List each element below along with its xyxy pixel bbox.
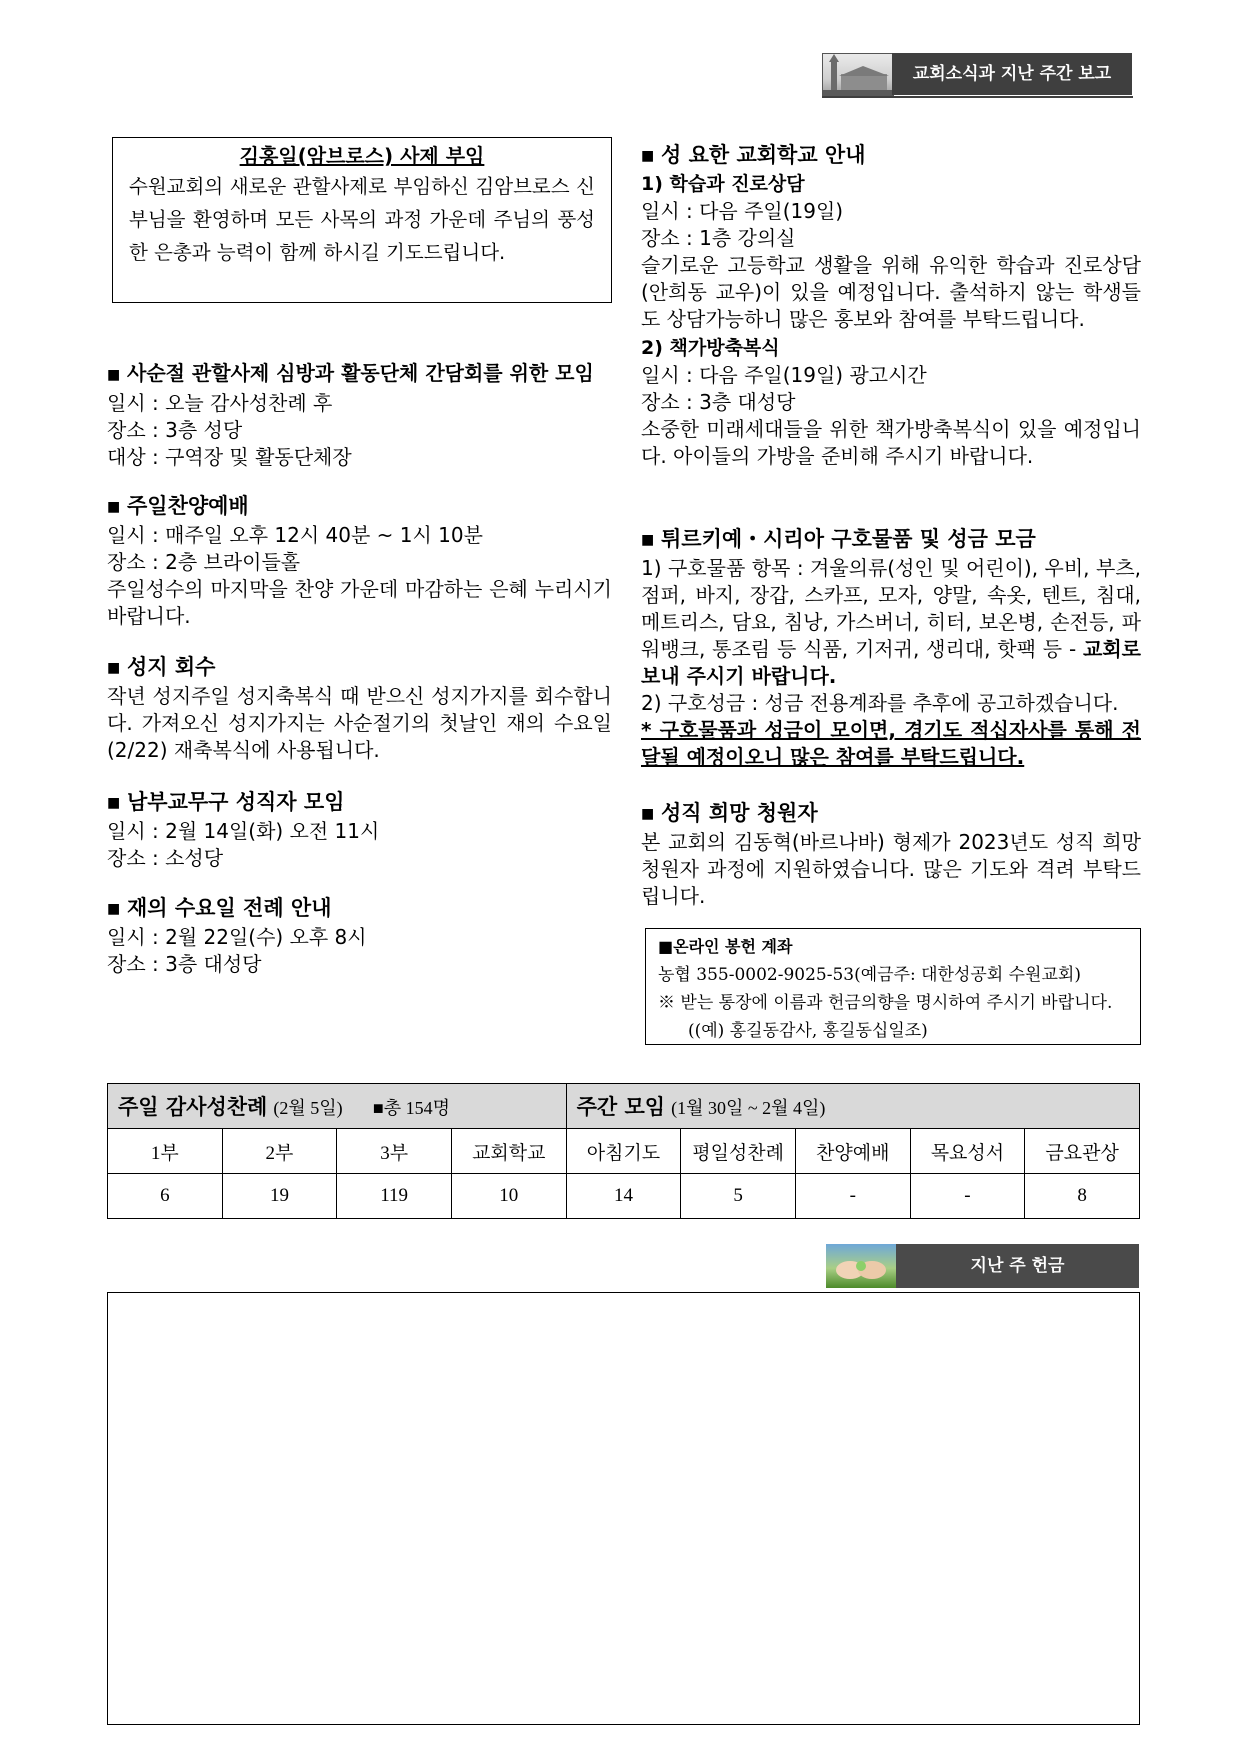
section-church-school [641,140,1141,470]
bullet-icon: ■ [107,660,121,676]
table-value-cell: 119 [337,1174,452,1219]
priest-notice-box [112,137,612,303]
section-title: 사순절 관할사제 심방과 활동단체 간담회를 위한 모임 [127,361,594,385]
header-rule [822,96,1133,98]
page-section-title: 교회소식과 지난 주간 보고 [892,53,1132,95]
bullet-icon: ■ [107,499,121,515]
relief-highlight: * 구호물품과 성금이 모이면, 경기도 적십자사를 통해 전달될 예정이오니 많은 참여를 부탁드립니다. [641,718,1141,769]
attendance-table [107,1083,1140,1219]
section-line: 장소 : 3층 성당 [107,417,243,442]
bullet-icon: ■ [107,795,121,811]
table-value-cell: 10 [451,1174,566,1219]
section-line: 본 교회의 김동혁(바르나바) 형제가 2023년도 성직 희망 청원자 과정에 지원하였습니다. 많은 기도와 격려 부탁드립니다. [641,830,1141,908]
table-value-cell: - [910,1174,1025,1219]
table-header-cell: 3부 [337,1129,452,1174]
section-title: 성 요한 교회학교 안내 [661,143,866,167]
section-praise-worship [107,491,612,630]
table-header-cell: 아침기도 [566,1129,681,1174]
church-photo [822,53,894,97]
section-ordination-applicant [641,798,1141,910]
section-title: 주일찬양예배 [127,494,249,518]
sunday-label: 주일 감사성찬례 [118,1095,268,1119]
table-header-cell: 금요관상 [1025,1129,1140,1174]
online-offering-box [645,928,1141,1045]
hands-photo [826,1244,896,1288]
section-line: 소중한 미래세대들을 위한 책가방축복식이 있을 예정입니다. 아이들의 가방을 준비해 주시기 바랍니다. [641,417,1141,468]
table-value-cell: 8 [1025,1174,1140,1219]
subsection-title: 2) 책가방축복식 [641,337,780,359]
section-palm-return [107,652,612,764]
section-title: 남부교무구 성직자 모임 [127,790,345,814]
sunday-date: (2월 5일) [273,1098,343,1118]
section-title: 튀르키예・시리아 구호물품 및 성금 모금 [661,527,1036,551]
offering-title: 지난 주 헌금 [896,1244,1139,1288]
notice-title: 김홍일(암브로스) 사제 부임 [239,144,485,168]
section-line: 2) 구호성금 : 성금 전용계좌를 추후에 공고하겠습니다. [641,691,1119,715]
section-line: 장소 : 3층 대성당 [641,390,796,414]
section-lent-visit [107,358,612,471]
relief-items: 1) 구호물품 항목 : 겨울의류(성인 및 어린이), 우비, 부츠, 점퍼, 바지, 장갑, 스카프, 모자, 양말, 속옷, 텐트, 침대, 메트리스, 담요, 침낭, 가스버너, 히터, 보온병, 손전등, 파워뱅크, 통조림 등 식품, 기저귀, 생리대, 핫팩 등 - [641,556,1141,661]
section-line: 슬기로운 고등학교 생활을 위해 유익한 학습과 진로상담(안희동 교우)이 있을 예정입니다. 출석하지 않는 학생들도 상담가능하니 많은 홍보와 참여를 부탁드립니다. [641,253,1141,331]
section-line: 일시 : 2월 14일(화) 오전 11시 [107,819,380,843]
table-header-cell: 1부 [108,1129,223,1174]
section-line: 장소 : 소성당 [107,846,224,870]
section-relief-drive [641,524,1141,771]
week-label: 주간 모임 [576,1095,666,1119]
section-ash-wednesday [107,893,612,978]
bullet-icon: ■ [641,532,655,548]
online-offering-title: ■온라인 봉헌 계좌 [658,937,793,956]
section-line: 장소 : 2층 브라이들홀 [107,550,301,574]
section-title: 성지 회수 [127,655,216,679]
bullet-icon: ■ [107,366,121,383]
section-line: 일시 : 다음 주일(19일) 광고시간 [641,363,927,387]
table-header-cell: 목요성서 [910,1129,1025,1174]
section-line: 대상 : 구역장 및 활동단체장 [107,444,352,469]
subsection-title: 1) 학습과 진로상담 [641,173,805,195]
weekly-attendance-header [566,1084,1139,1129]
section-title: 재의 수요일 전례 안내 [127,896,332,920]
section-clergy-meeting [107,787,612,872]
table-value-cell: 5 [681,1174,796,1219]
section-line: 일시 : 2월 22일(수) 오후 8시 [107,925,367,949]
section-line: 장소 : 3층 대성당 [107,952,262,976]
section-line: 장소 : 1층 강의실 [641,226,796,250]
bullet-icon: ■ [107,901,121,917]
bullet-icon: ■ [641,148,655,164]
table-value-cell: 19 [222,1174,337,1219]
table-header-cell: 찬양예배 [795,1129,910,1174]
notice-body: 수원교회의 새로운 관할사제로 부임하신 김암브로스 신부님을 환영하며 모든 사목의 과정 가운데 주님의 풍성한 은총과 능력이 함께 하시길 기도드립니다. [129,175,595,264]
section-line: 일시 : 오늘 감사성찬례 후 [107,390,333,415]
sunday-attendance-header [108,1084,567,1129]
table-header-cell: 평일성찬례 [681,1129,796,1174]
table-header-cell: 2부 [222,1129,337,1174]
attendance-total: ■총 154명 [372,1098,450,1118]
week-dates: (1월 30일 ~ 2월 4일) [671,1098,826,1118]
table-value-cell: - [795,1174,910,1219]
section-line: 일시 : 매주일 오후 12시 40분 ~ 1시 10분 [107,523,483,547]
bank-account: 농협 355-0002-9025-53(예금주: 대한성공회 수원교회) [658,965,1081,985]
section-title: 성직 희망 청원자 [661,801,818,825]
relief-items-note: 교회로 보내 주시기 바랍니다. [641,637,1142,688]
bullet-icon: ■ [641,806,655,822]
table-value-cell: 14 [566,1174,681,1219]
section-line: 주일성수의 마지막을 찬양 가운데 마감하는 은혜 누리시기 바랍니다. [107,577,612,628]
section-line: 일시 : 다음 주일(19일) [641,199,844,223]
table-header-cell: 교회학교 [451,1129,566,1174]
section-line: 작년 성지주일 성지축복식 때 받으신 성지가지를 회수합니다. 가져오신 성지가지는 사순절기의 첫날인 재의 수요일(2/22) 재축복식에 사용됩니다. [107,684,612,762]
table-value-cell: 6 [108,1174,223,1219]
offering-instruction: ※ 받는 통장에 이름과 헌금의향을 명시하여 주시기 바랍니다. ((예) 홍길동감사, 홍길동십일조) [658,993,1113,1041]
offering-area [107,1292,1140,1725]
